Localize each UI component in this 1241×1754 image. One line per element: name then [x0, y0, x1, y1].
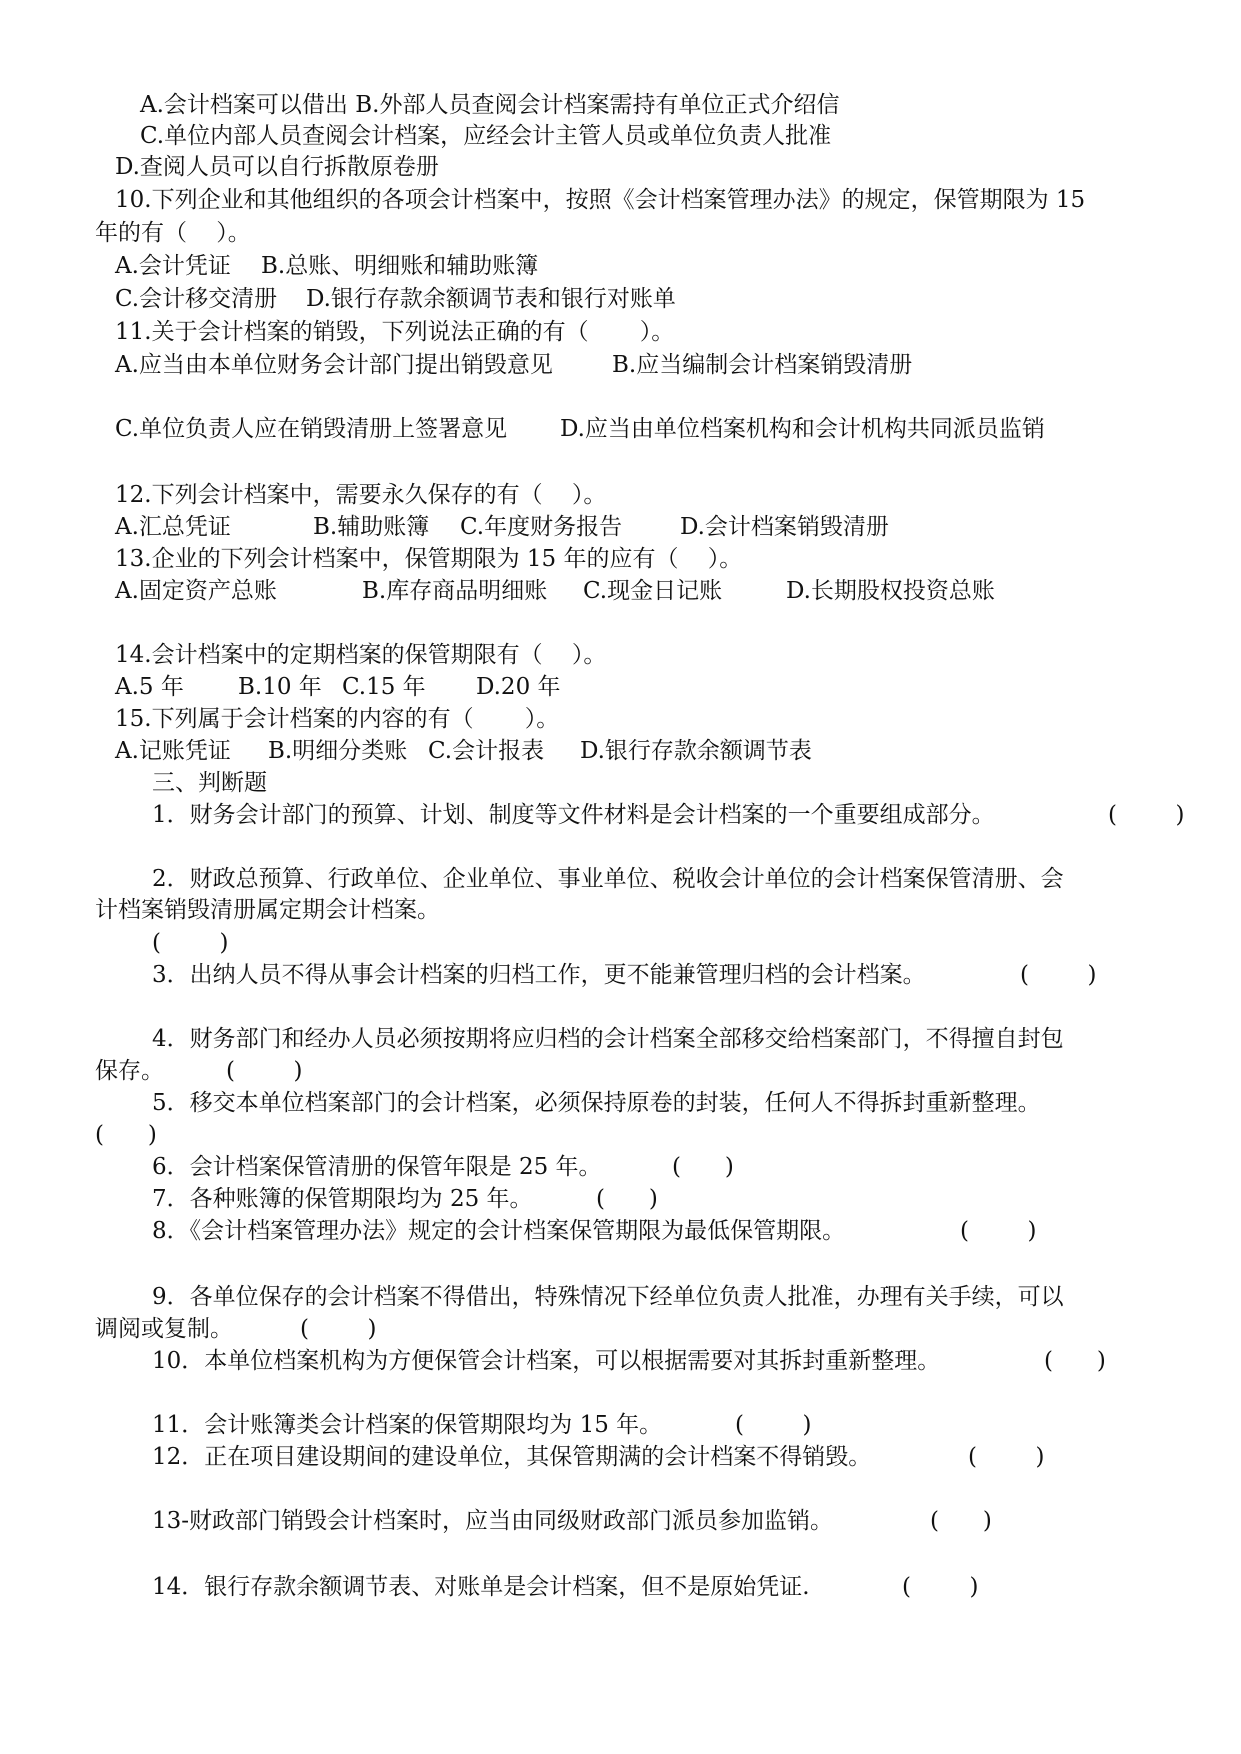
judgment-7-answer-blank: ( ) — [596, 1186, 658, 1212]
q12-option-a: A.汇总凭证 — [115, 514, 231, 540]
q13-option-c: C.现金日记账 — [583, 578, 723, 604]
judgment-12-text: 12．正在项目建设期间的建设单位，其保管期满的会计档案不得销毁。 — [152, 1444, 872, 1470]
question-15-text: 15.下列属于会计档案的内容的有（ ）。 — [115, 706, 560, 732]
judgment-9-text-cont: 调阅或复制。 — [95, 1316, 233, 1342]
judgment-14-answer-blank: ( ) — [902, 1574, 979, 1600]
q14-option-b: B.10 年 — [238, 674, 322, 700]
judgment-11-answer-blank: ( ) — [735, 1412, 812, 1438]
judgment-3-answer-blank: ( ) — [1020, 962, 1097, 988]
q13-option-d: D.长期股权投资总账 — [786, 578, 995, 604]
judgment-2-answer-blank: ( ) — [152, 930, 229, 956]
q10-option-c: C.会计移交清册 — [115, 286, 278, 312]
judgment-8-answer-blank: ( ) — [960, 1218, 1037, 1244]
q9-option-d: D.查阅人员可以自行拆散原卷册 — [115, 154, 439, 180]
judgment-10-answer-blank: ( ) — [1044, 1348, 1106, 1374]
judgment-1-answer-blank: ( ) — [1108, 802, 1185, 828]
q11-option-c: C.单位负责人应在销毁清册上签署意见 — [115, 416, 508, 442]
q15-option-d: D.银行存款余额调节表 — [580, 738, 812, 764]
q13-option-a: A.固定资产总账 — [115, 578, 277, 604]
section-title: 三、判断题 — [152, 770, 267, 796]
q12-option-c: C.年度财务报告 — [460, 514, 623, 540]
question-12-text: 12.下列会计档案中，需要永久保存的有（ ）。 — [115, 482, 607, 508]
judgment-5-answer-blank: ( ) — [95, 1122, 157, 1148]
q10-option-b: B.总账、明细账和辅助账簿 — [261, 253, 539, 279]
q15-option-b: B.明细分类账 — [268, 738, 408, 764]
q11-option-b: B.应当编制会计档案销毁清册 — [612, 352, 913, 378]
q12-option-b: B.辅助账簿 — [313, 514, 430, 540]
judgment-4-text: 4．财务部门和经办人员必须按期将应归档的会计档案全部移交给档案部门，不得擅自封包 — [152, 1026, 1064, 1052]
judgment-6-answer-blank: ( ) — [672, 1154, 734, 1180]
q10-option-a: A.会计凭证 — [115, 253, 231, 279]
judgment-12-answer-blank: ( ) — [968, 1444, 1045, 1470]
judgment-5-text: 5．移交本单位档案部门的会计档案，必须保持原卷的封装，任何人不得拆封重新整理。 — [152, 1090, 1041, 1116]
judgment-13-answer-blank: ( ) — [930, 1508, 992, 1534]
judgment-2-text-cont: 计档案销毁清册属定期会计档案。 — [95, 897, 440, 923]
question-10-text-cont: 年的有（ ）。 — [95, 220, 251, 246]
q13-option-b: B.库存商品明细账 — [362, 578, 548, 604]
question-14-text: 14.会计档案中的定期档案的保管期限有（ ）。 — [115, 642, 607, 668]
q11-option-d: D.应当由单位档案机构和会计机构共同派员监销 — [560, 416, 1045, 442]
q14-option-c: C.15 年 — [342, 674, 426, 700]
q15-option-c: C.会计报表 — [428, 738, 545, 764]
judgment-1-text: 1．财务会计部门的预算、计划、制度等文件材料是会计档案的一个重要组成部分。 — [152, 802, 995, 828]
judgment-14-text: 14．银行存款余额调节表、对账单是会计档案，但不是原始凭证. — [152, 1574, 810, 1600]
judgment-2-text: 2．财政总预算、行政单位、企业单位、事业单位、税收会计单位的会计档案保管清册、会 — [152, 866, 1064, 892]
judgment-8-text: 8．《会计档案管理办法》规定的会计档案保管期限为最低保管期限。 — [152, 1218, 846, 1244]
judgment-9-text: 9．各单位保存的会计档案不得借出，特殊情况下经单位负责人批准，办理有关手续，可以 — [152, 1284, 1064, 1310]
judgment-9-answer-blank: ( ) — [300, 1316, 377, 1342]
question-11-text: 11.关于会计档案的销毁，下列说法正确的有（ ）。 — [115, 319, 675, 345]
judgment-6-text: 6．会计档案保管清册的保管年限是 25 年。 — [152, 1154, 602, 1180]
judgment-10-text: 10．本单位档案机构为方便保管会计档案，可以根据需要对其拆封重新整理。 — [152, 1348, 941, 1374]
q12-option-d: D.会计档案销毁清册 — [680, 514, 889, 540]
judgment-4-answer-blank: ( ) — [226, 1058, 303, 1084]
question-10-text: 10.下列企业和其他组织的各项会计档案中，按照《会计档案管理办法》的规定，保管期限为 15 — [115, 187, 1086, 213]
q10-option-d: D.银行存款余额调节表和银行对账单 — [306, 286, 676, 312]
judgment-3-text: 3．出纳人员不得从事会计档案的归档工作，更不能兼管理归档的会计档案。 — [152, 962, 926, 988]
q9-option-ab: A.会计档案可以借出 B.外部人员查阅会计档案需持有单位正式介绍信 — [140, 92, 840, 118]
judgment-7-text: 7．各种账簿的保管期限均为 25 年。 — [152, 1186, 533, 1212]
question-13-text: 13.企业的下列会计档案中，保管期限为 15 年的应有（ ）。 — [115, 546, 743, 572]
q11-option-a: A.应当由本单位财务会计部门提出销毁意见 — [115, 352, 553, 378]
judgment-13-text: 13-财政部门销毁会计档案时，应当由同级财政部门派员参加监销。 — [152, 1508, 834, 1534]
q14-option-d: D.20 年 — [476, 674, 561, 700]
q14-option-a: A.5 年 — [115, 674, 184, 700]
q15-option-a: A.记账凭证 — [115, 738, 231, 764]
judgment-4-text-cont: 保存。 — [95, 1058, 164, 1084]
q9-option-c: C.单位内部人员查阅会计档案，应经会计主管人员或单位负责人批准 — [140, 123, 832, 149]
judgment-11-text: 11．会计账簿类会计档案的保管期限均为 15 年。 — [152, 1412, 663, 1438]
